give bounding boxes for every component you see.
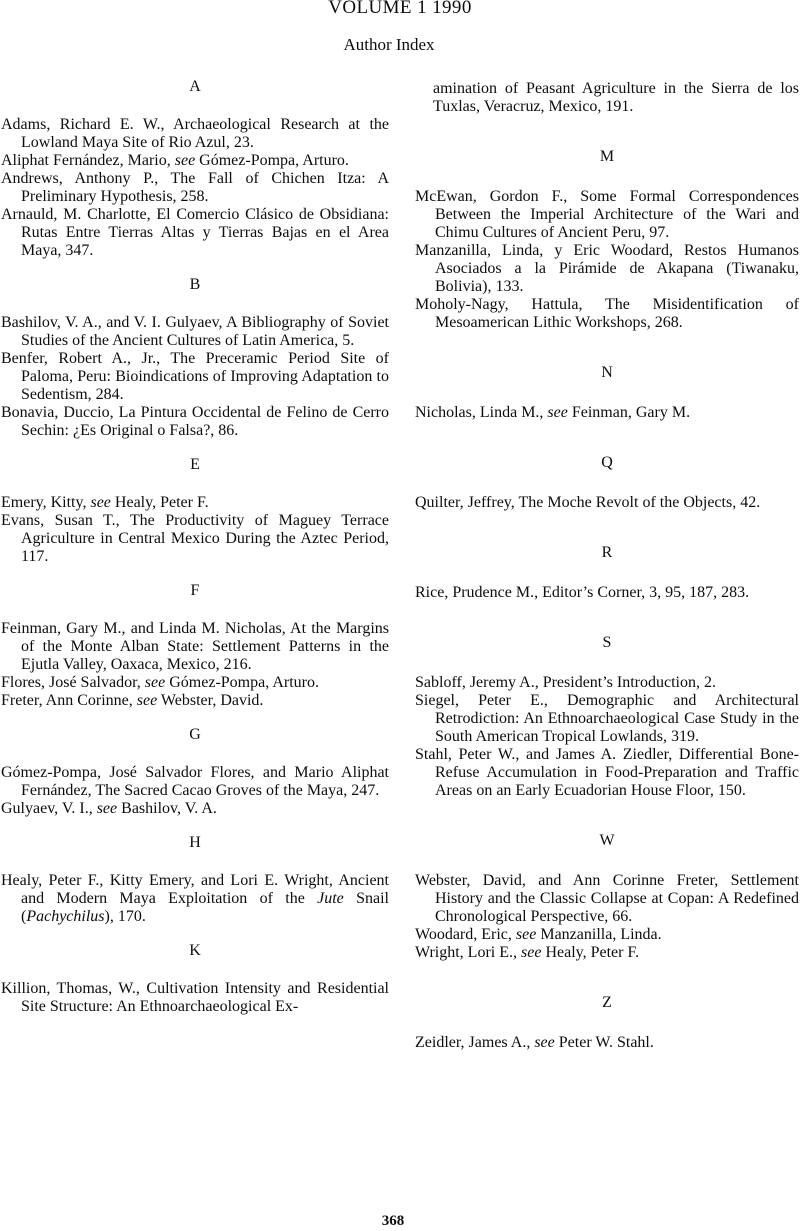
index-entry: Killion, Thomas, W., Cultivation Intensity and Residential Site Structure: An Ethnoarchaeological Ex- — [1, 980, 389, 1015]
index-column-right — [415, 80, 799, 1052]
index-entry: Emery, Kitty, see Healy, Peter F. — [1, 494, 209, 511]
index-entry: Evans, Susan T., The Productivity of Maguey Terrace Agriculture in Central Mexico During the Aztec Period, 117. — [1, 512, 389, 565]
index-entry: Feinman, Gary M., and Linda M. Nicholas, At the Margins of the Monte Alban State: Settlement Patterns in the Ejutla Valley, Oaxaca, Mexico, 216. — [1, 620, 389, 673]
index-entry: Gómez-Pompa, José Salvador Flores, and Mario Aliphat Fernández, The Sacred Cacao Groves of the Maya, 247. — [1, 764, 389, 799]
index-entry: McEwan, Gordon F., Some Formal Correspondences Between the Imperial Architecture of the Wari and Chimu Cultures of Ancient Peru, 97. — [415, 188, 799, 241]
index-entry: Arnauld, M. Charlotte, El Comercio Clásico de Obsidiana: Rutas Entre Tierras Altas y Tierras Bajas en el Area Maya, 347. — [1, 206, 389, 259]
index-entry: Healy, Peter F., Kitty Emery, and Lori E. Wright, Ancient and Modern Maya Exploitation of the Jute Snail (Pachychilus), 170. — [1, 872, 389, 925]
index-entry: Adams, Richard E. W., Archaeological Research at the Lowland Maya Site of Rio Azul, 23. — [1, 116, 389, 151]
index-entry: Flores, José Salvador, see Gómez-Pompa, Arturo. — [1, 674, 319, 691]
index-entry: Bashilov, V. A., and V. I. Gulyaev, A Bibliography of Soviet Studies of the Ancient Cultures of Latin America, 5. — [1, 314, 389, 349]
index-entry: Woodard, Eric, see Manzanilla, Linda. — [415, 926, 662, 943]
index-entry: Manzanilla, Linda, y Eric Woodard, Restos Humanos Asociados a la Pirámide de Akapana (Tiwanaku, Bolivia), 133. — [415, 242, 799, 295]
index-entry: Rice, Prudence M., Editor’s Corner, 3, 95, 187, 283. — [415, 584, 750, 601]
volume-heading: VOLUME 1 1990 — [328, 0, 472, 18]
page-number: 368 — [381, 1213, 405, 1229]
index-entry: Moholy-Nagy, Hattula, The Misidentification of Mesoamerican Lithic Workshops, 268. — [415, 296, 799, 331]
index-column-left — [1, 78, 389, 1016]
section-letter-H: H — [189, 834, 201, 851]
index-entry: Quilter, Jeffrey, The Moche Revolt of the Objects, 42. — [415, 494, 761, 511]
section-letter-Z: Z — [602, 994, 612, 1011]
section-letter-R: R — [601, 544, 613, 561]
index-entry: Freter, Ann Corinne, see Webster, David. — [1, 692, 264, 709]
index-entry: Siegel, Peter E., Demographic and Architectural Retrodiction: An Ethnoarchaeological Case Study in the South American Tropical Lowlands, 319. — [415, 692, 799, 745]
section-letter-A: A — [189, 78, 201, 95]
index-entry: Andrews, Anthony P., The Fall of Chichen Itza: A Preliminary Hypothesis, 258. — [1, 170, 389, 205]
section-letter-M: M — [599, 148, 615, 165]
index-entry: Wright, Lori E., see Healy, Peter F. — [415, 944, 640, 961]
section-letter-G: G — [189, 726, 201, 743]
index-entry: Bonavia, Duccio, La Pintura Occidental de Felino de Cerro Sechin: ¿Es Original o Falsa?, 86. — [1, 404, 389, 439]
section-letter-E: E — [190, 456, 200, 473]
section-letter-Q: Q — [601, 454, 613, 471]
index-entry: Webster, David, and Ann Corinne Freter, Settlement History and the Classic Collapse at Copan: A Redefined Chronological Perspective, 66. — [415, 872, 799, 925]
page-title: Author Index — [343, 35, 435, 54]
section-letter-F: F — [190, 582, 200, 599]
index-entry: Zeidler, James A., see Peter W. Stahl. — [415, 1034, 654, 1051]
section-letter-B: B — [189, 276, 201, 293]
index-entry: Benfer, Robert A., Jr., The Preceramic Period Site of Paloma, Peru: Bioindications of Improving Adaptation to Sedentism, 284. — [1, 350, 389, 403]
section-letter-K: K — [189, 942, 201, 959]
section-letter-S: S — [602, 634, 612, 651]
index-entry: Sabloff, Jeremy A., President’s Introduction, 2. — [415, 674, 716, 691]
index-entry: Nicholas, Linda M., see Feinman, Gary M. — [415, 404, 691, 421]
index-entry-continuation: amination of Peasant Agriculture in the Sierra de los Tuxlas, Veracruz, Mexico, 191. — [433, 80, 799, 115]
index-entry: Stahl, Peter W., and James A. Ziedler, Differential Bone-Refuse Accumulation in Food-Preparation and Traffic Areas on an Early Ecuadorian House Floor, 150. — [415, 746, 799, 799]
section-letter-N: N — [601, 364, 613, 381]
index-entry: Gulyaev, V. I., see Bashilov, V. A. — [1, 800, 217, 817]
index-entry: Aliphat Fernández, Mario, see Gómez-Pompa, Arturo. — [1, 152, 349, 169]
section-letter-W: W — [599, 832, 615, 849]
